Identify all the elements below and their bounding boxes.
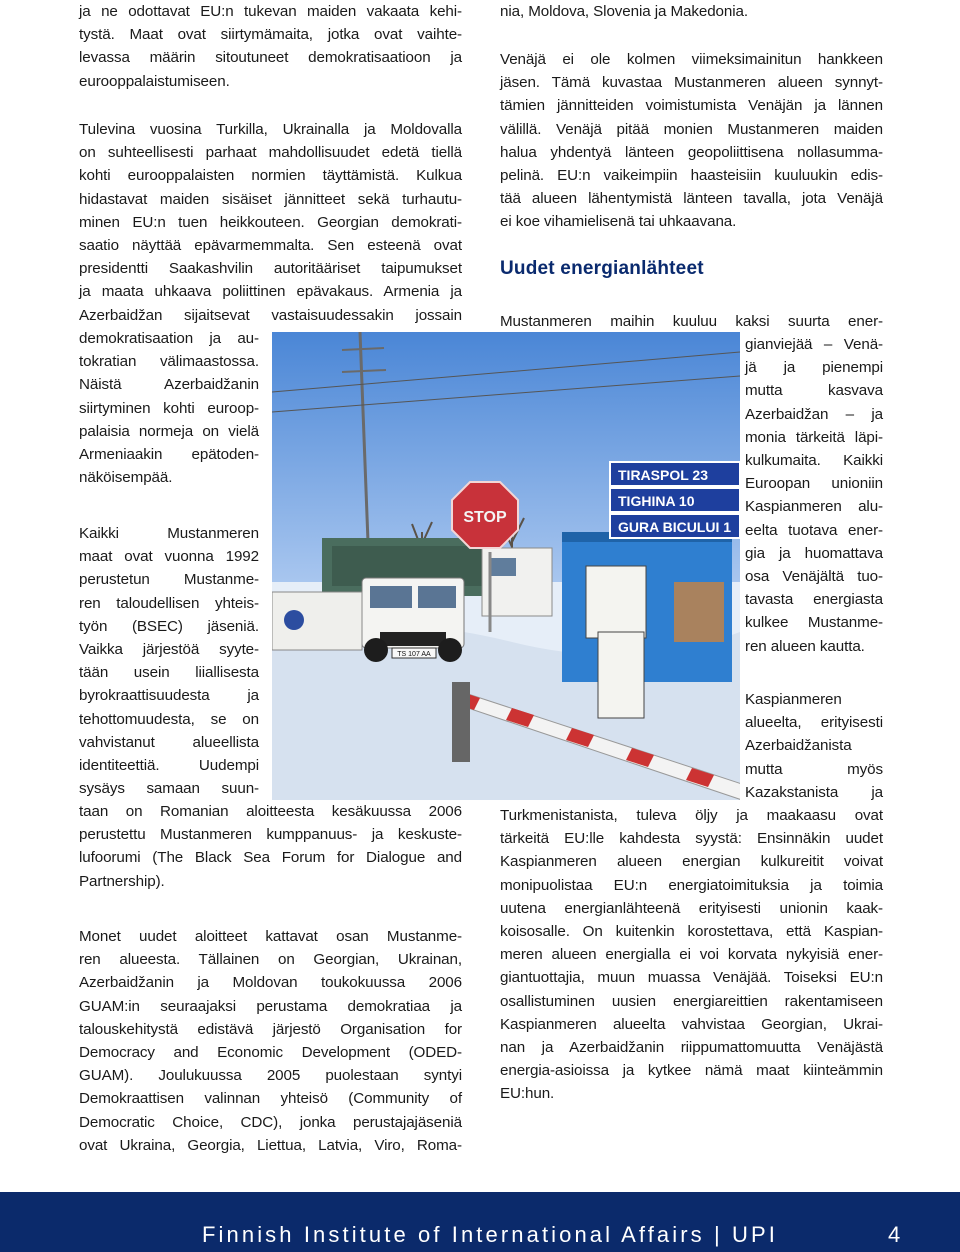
- right-para2-line: jäsen. Tämä kuvastaa Mustanmeren alueen synnyt-: [500, 74, 883, 92]
- left-para2-narrow-line: palaisia normeja on vielä: [79, 422, 259, 440]
- right-para3-narrow-line: osa Venäjältä tuo-: [745, 568, 883, 585]
- left-para4-line: Democratic Choice, CDC), jonka perustajajäseniä: [79, 1113, 462, 1131]
- right-para4-full-line: osallistuminen uusien energiareittien rakentamiseen: [500, 992, 883, 1010]
- right-para3-narrow-line: kulkumaita. Kaikki: [745, 452, 883, 469]
- right-para4-full-line: EU:hun.: [500, 1085, 555, 1103]
- left-para4-line: GUAM:in seuraajaksi perustama demokratiaa ja: [79, 997, 462, 1015]
- left-para2-line: Azerbaidžan sijaitsevat vastaisuudessakin jossain: [79, 306, 462, 324]
- left-para2-narrow-line: Näistä Azerbaidžanin: [79, 376, 259, 394]
- right-para2-line: tämien jännitteiden voimistumista Venäjän ja lännen: [500, 97, 883, 115]
- left-para2-line: on suhteellisesti parhaat mahdollisuudet edetä tiellä: [79, 144, 462, 162]
- left-para2-line: minen EU:n tuen heikkouteen. Georgian demokrati-: [79, 213, 462, 231]
- left-para1-line: ja ne odottavat EU:n tukevan maiden vakaata kehi-: [79, 3, 462, 20]
- left-para3-narrow-line: sysäys samaan suun-: [79, 780, 259, 798]
- left-para3-narrow-line: Kaikki Mustanmeren: [79, 525, 259, 542]
- left-para2-narrow-line: siirtyminen kohti euroop-: [79, 399, 259, 417]
- left-para3-narrow-line: tehottomuudesta, se on: [79, 710, 259, 728]
- right-para3-narrow-line: ren alueen kautta.: [745, 637, 865, 655]
- left-para3-narrow-line: ren taloudellisen yhteis-: [79, 594, 259, 612]
- svg-text:TS 107 AA: TS 107 AA: [397, 651, 431, 658]
- right-para2-line: tää alueen lähentymistä länteen tavalla, jota Venäjä: [500, 190, 883, 208]
- right-para3-narrow-line: mutta kasvava: [745, 382, 883, 400]
- left-para4-line: Monet uudet aloitteet kattavat osan Mustanme-: [79, 928, 462, 945]
- right-para3-narrow-line: Kaspianmeren alu-: [745, 498, 883, 516]
- right-para3-narrow-line: kulkee Mustanme-: [745, 614, 883, 632]
- left-para2-narrow-line: tokratian välimaastossa.: [79, 353, 259, 371]
- right-para4-narrow-line: mutta myös: [745, 760, 883, 778]
- right-para4-narrow-line: Azerbaidžanista: [745, 737, 852, 755]
- right-para4-narrow-line: alueelta, erityisesti: [745, 714, 883, 732]
- left-para4-line: talouskehitystä edistävä järjestö Organisation for: [79, 1020, 462, 1038]
- svg-text:STOP: STOP: [463, 509, 507, 526]
- left-para3-narrow-line: perustetun Mustanme-: [79, 571, 259, 589]
- right-para3-narrow-line: Azerbaidžan – ja: [745, 405, 883, 423]
- right-para1-line: nia, Moldova, Slovenia ja Makedonia.: [500, 3, 748, 20]
- left-para4-line: Azerbaidžanin ja Moldovan toukokuussa 2006: [79, 974, 462, 992]
- right-para4-full-line: Kaspianmeren alueen energian kulkureitit voivat: [500, 853, 883, 871]
- footer-title: Finnish Institute of International Affairs | UPI: [202, 1222, 778, 1247]
- left-para4-line: Demokraattisen valinnan yhteisö (Community of: [79, 1090, 462, 1108]
- right-para4-full-line: Turkmenistanista, tuleva öljy ja maakaasu ovat: [500, 807, 883, 824]
- right-para4-full-line: energia-asioissa ja kytkee nämä maat kiinteämmin: [500, 1062, 883, 1080]
- page-number: 4: [888, 1222, 901, 1247]
- right-para4-full-line: nan ja Azerbaidžanin riippumattomuutta Venäjästä: [500, 1039, 883, 1056]
- right-para4-full-line: tärkeitä EU:lle kahdesta syystä: Ensinnäkin uudet: [500, 830, 883, 848]
- left-para4-line: Democracy and Economic Development (ODED-: [79, 1044, 462, 1061]
- left-para3-narrow-line: byrokraattisuudesta ja: [79, 687, 259, 705]
- right-para4-full-line: monipuolistaa EU:n energiatoimituksia ja toimia: [500, 876, 883, 894]
- right-para2-line: pelinä. EU:n vaikeimpiin haasteisiin kuuluukin edis-: [500, 167, 883, 184]
- left-para4-line: GUAM). Joulukuussa 2005 puolestaan syntyi: [79, 1067, 462, 1085]
- svg-text:GURA BICULUI 1: GURA BICULUI 1: [618, 519, 732, 535]
- left-para2-line: ja maata uhkaava poliittinen epävakaus. Armenia ja: [79, 283, 462, 301]
- right-para3-first-line: Mustanmeren maihin kuuluu kaksi suurta ener-: [500, 313, 883, 330]
- right-para3-narrow-line: Euroopan unioniin: [745, 475, 883, 493]
- right-para4-full-line: meren alueen energialla ei voi korvata nykyisiä ener-: [500, 946, 883, 964]
- right-para3-narrow-line: gia ja huomattava: [745, 544, 883, 562]
- left-para2-line: Tulevina vuosina Turkilla, Ukrainalla ja Moldovalla: [79, 121, 462, 138]
- right-para4-narrow-line: Kazakstanista ja: [745, 783, 883, 801]
- left-para3-narrow-line: identiteettiä. Uudempi: [79, 757, 259, 774]
- left-para3-full-line: perustettu Mustanmeren kumppanuus- ja keskuste-: [79, 826, 462, 844]
- right-para4-full-line: uutena energianlähteenä erityisesti unionin kaak-: [500, 899, 883, 917]
- left-para3-full-line: lufoorumi (The Black Sea Forum for Dialogue and: [79, 849, 462, 867]
- left-para2-line: saatio näyttää epävarmemmalta. Sen esteenä ovat: [79, 237, 462, 254]
- left-para3-narrow-line: Vaikka järjestöä syyte-: [79, 641, 259, 658]
- left-para3-full-line: taan on Romanian aloitteesta kesäkuussa 2006: [79, 803, 462, 820]
- left-para2-line: presidentti Saakashvilin autoritääriset taipumukset: [79, 260, 462, 278]
- left-para3-narrow-line: maat ovat vuonna 1992: [79, 548, 259, 566]
- left-para3-full-line: Partnership).: [79, 872, 165, 890]
- left-para4-line: ovat Ukraina, Georgia, Liettua, Latvia, Viro, Roma-: [79, 1136, 462, 1154]
- right-para4-narrow-line: Kaspianmeren: [745, 691, 842, 708]
- left-para2-narrow-line: Armeniaakin epätoden-: [79, 446, 259, 463]
- left-para2-narrow-line: demokratisaation ja au-: [79, 330, 259, 347]
- right-para3-narrow-line: monia tärkeitä läpi-: [745, 428, 883, 446]
- right-para4-full-line: giantuottajia, muun muassa Venäjää. Toiseksi EU:n: [500, 969, 883, 987]
- right-para4-full-line: koisosalle. On kuitenkin korostettava, että Kaspian-: [500, 923, 883, 940]
- left-para4-line: ren alueesta. Tällainen on Georgian, Ukrainan,: [79, 951, 462, 969]
- right-para4-full-line: Kaspianmeren alueelta vahvistaa Georgian, Ukrai-: [500, 1015, 883, 1033]
- section-heading: Uudet energianlähteet: [500, 258, 704, 279]
- right-para2-line: Venäjä ei ole kolmen viimeksimainitun hankkeen: [500, 51, 883, 68]
- border-crossing-photo: [272, 332, 740, 800]
- right-para2-line: välillä. Venäjä pitää monien Mustanmeren maiden: [500, 120, 883, 138]
- left-para3-narrow-line: vahvistanut alueellista: [79, 733, 259, 751]
- left-para3-narrow-line: tään usein liiallisesta: [79, 664, 259, 682]
- right-para3-narrow-line: gianviejää – Venä-: [745, 336, 883, 353]
- left-para2-narrow-line: näköisempää.: [79, 469, 173, 487]
- left-para1-line: eurooppalaistumiseen.: [79, 72, 230, 90]
- svg-text:TIGHINA 10: TIGHINA 10: [618, 493, 695, 509]
- right-para3-narrow-line: jä ja pienempi: [745, 359, 883, 377]
- left-para1-line: tystä. Maat ovat siirtymämaita, jotka ovat vaihte-: [79, 26, 462, 44]
- right-para2-line: ei koe vihamielisenä tai uhkaavana.: [500, 213, 737, 231]
- left-para3-narrow-line: työn (BSEC) jäseniä.: [79, 617, 259, 635]
- land-rover: [362, 578, 464, 662]
- right-para2-line: halua yhdentyä länteen geopoliittisena nollasumma-: [500, 143, 883, 161]
- left-para2-line: hidastavat maiden sisäiset jännitteet sekä turhautu-: [79, 190, 462, 208]
- svg-text:TIRASPOL 23: TIRASPOL 23: [618, 467, 708, 483]
- left-para2-line: kohti eurooppalaisten normien täyttämistä. Kulkua: [79, 167, 462, 185]
- right-para3-narrow-line: eelta tuotava ener-: [745, 521, 883, 539]
- direction-signs: [610, 462, 740, 538]
- left-para1-line: levassa määrin sitoutuneet demokratisaatioon ja: [79, 49, 462, 67]
- right-para3-narrow-line: tavasta energiasta: [745, 591, 883, 609]
